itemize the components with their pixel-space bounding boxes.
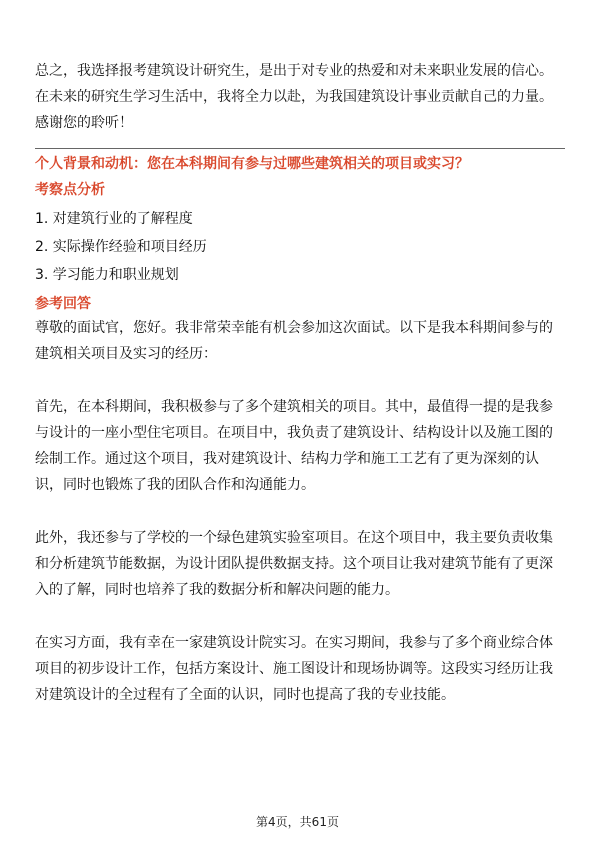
page-number-footer: 第4页，共61页 xyxy=(256,815,339,829)
section-divider xyxy=(35,148,565,149)
list-item: 1. 对建筑行业的了解程度 xyxy=(35,211,193,227)
page-content xyxy=(35,58,565,708)
list-item: 2. 实际操作经验和项目经历 xyxy=(35,239,207,255)
answer-paragraph: 在实习方面，我有幸在一家建筑设计院实习。在实习期间，我参与了多个商业综合体项目的初步设计工作，包括方案设计、施工图设计和现场协调等。这段实习经历让我对建筑设计的全过程有了全面的认识，同时也提高了我的专业技能。 xyxy=(35,635,553,703)
interview-question: 个人背景和动机：您在本科期间有参与过哪些建筑相关的项目或实习？ xyxy=(35,156,469,172)
list-item: 3. 学习能力和职业规划 xyxy=(35,267,179,283)
answer-paragraph: 此外，我还参与了学校的一个绿色建筑实验室项目。在这个项目中，我主要负责收集和分析建筑节能数据，为设计团队提供数据支持。这个项目让我对建筑节能有了更深入的了解，同时也培养了我的数据分析和解决问题的能力。 xyxy=(35,530,553,598)
analysis-heading: 考察点分析 xyxy=(35,182,105,198)
answer-intro-paragraph: 尊敬的面试官，您好。我非常荣幸能有机会参加这次面试。以下是我本科期间参与的建筑相关项目及实习的经历： xyxy=(35,320,553,362)
answer-paragraph: 首先，在本科期间，我积极参与了多个建筑相关的项目。其中，最值得一提的是我参与设计的一座小型住宅项目。在项目中，我负责了建筑设计、结构设计以及施工图的绘制工作。通过这个项目，我对建筑设计、结构力学和施工工艺有了更为深刻的认识，同时也锻炼了我的团队合作和沟通能力。 xyxy=(35,399,553,493)
closing-paragraph: 总之，我选择报考建筑设计研究生，是出于对专业的热爱和对未来职业发展的信心。在未来的研究生学习生活中，我将全力以赴，为我国建筑设计事业贡献自己的力量。感谢您的聆听！ xyxy=(35,63,553,131)
analysis-points-list xyxy=(35,205,565,289)
reference-answer-heading: 参考回答 xyxy=(35,296,91,312)
